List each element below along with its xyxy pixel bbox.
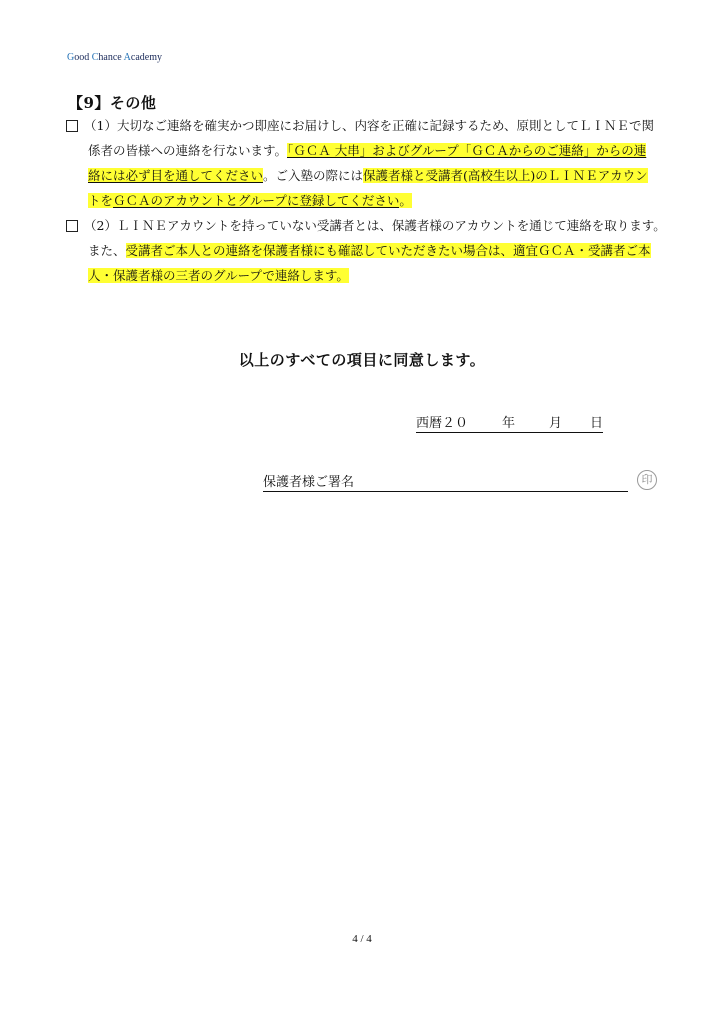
brand-text-2: hance bbox=[98, 52, 124, 63]
item1-line3-b: 。ご入塾の際には bbox=[263, 168, 364, 183]
date-day-label: 日 bbox=[590, 416, 604, 431]
brand-letter-a: A bbox=[123, 52, 131, 63]
item2-line2-highlight: 受講者ご本人との連絡を保護者様にも確認していただきたい場合は、適宜ＧＣＡ・受講者ご本 bbox=[125, 243, 651, 258]
brand-text-3: cademy bbox=[130, 52, 162, 63]
item2-line3-highlight: 人・保護者様の三者のグループで連絡します。 bbox=[88, 268, 349, 283]
item1-line1: （1）大切なご連絡を確実かつ即座にお届けし、内容を正確に記録するため、原則としてＬＩＮＥで関 bbox=[84, 118, 654, 133]
item2-line1: （2）ＬＩＮＥアカウントを持っていない受講者とは、保護者様のアカウントを通じて連絡を取ります。 bbox=[84, 218, 666, 233]
date-month-label: 月 bbox=[549, 416, 563, 431]
checkbox-icon[interactable] bbox=[66, 220, 78, 232]
item1-line4-a: トを bbox=[88, 193, 114, 208]
item1-line2-a: 係者の皆様への連絡を行ないます。 bbox=[88, 143, 288, 158]
section-title: 【9】その他 bbox=[68, 94, 157, 112]
item1-line2-highlight: 「ＧＣＡ 大串」およびグループ「ＧＣＡからのご連絡」からの連 bbox=[287, 143, 647, 158]
brand-text-1: ood bbox=[74, 52, 92, 63]
header-brand bbox=[67, 52, 162, 63]
seal-icon: 印 bbox=[637, 470, 657, 490]
page-number: 4 / 4 bbox=[352, 933, 372, 945]
item1-line3-highlight-2: 保護者様と受講者(高校生以上)のＬＩＮＥアカウン bbox=[363, 168, 648, 183]
item1-line4-c: 。 bbox=[399, 193, 412, 208]
date-field[interactable] bbox=[416, 412, 603, 433]
item2-line2-a: また、 bbox=[88, 243, 126, 258]
brand-letter-c: C bbox=[91, 52, 99, 63]
brand-letter-g: G bbox=[67, 52, 75, 63]
item1-line3-highlight: 絡には必ず目を通してください bbox=[88, 168, 264, 183]
signature-field[interactable] bbox=[263, 471, 628, 492]
date-prefix: 西暦２０ bbox=[416, 416, 469, 431]
agreement-statement: 以上のすべての項目に同意します。 bbox=[238, 351, 486, 369]
signature-label: 保護者様ご署名 bbox=[263, 475, 355, 490]
date-year-label: 年 bbox=[502, 416, 516, 431]
checkbox-icon[interactable] bbox=[66, 120, 78, 132]
item1-line4-highlight: ＧＣＡのアカウントとグループに登録してください bbox=[113, 193, 400, 208]
